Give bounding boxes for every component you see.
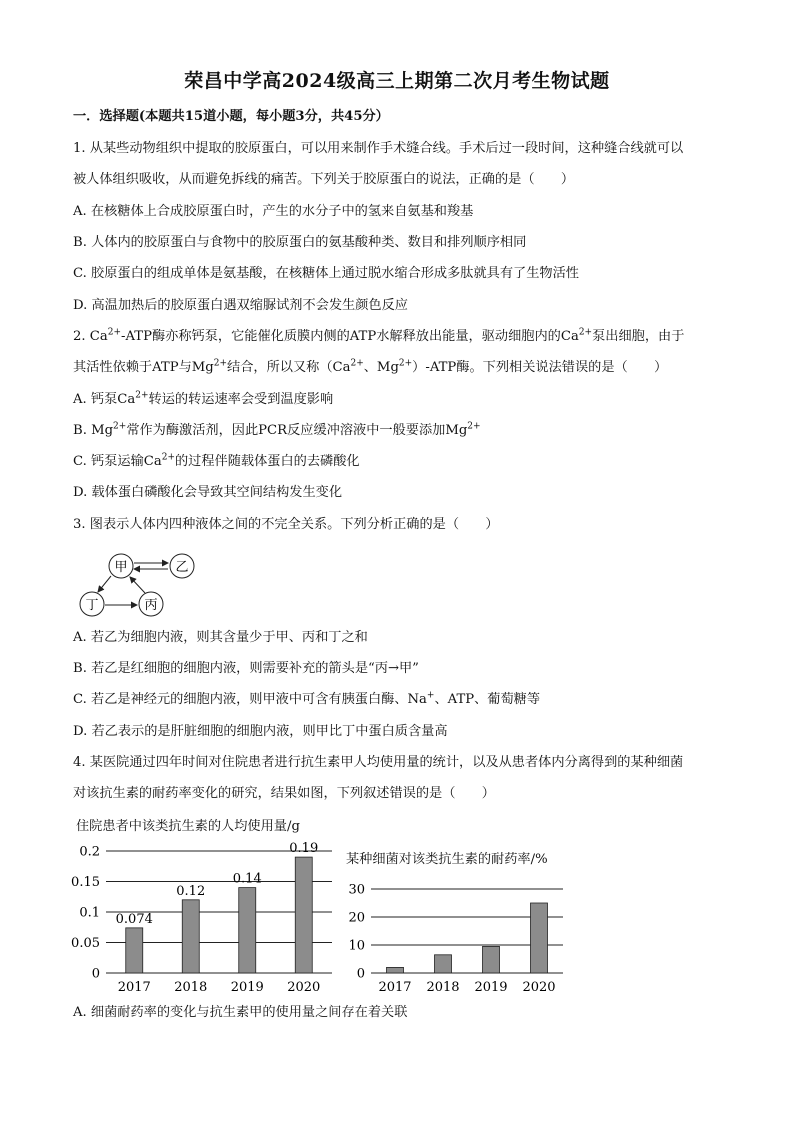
usage-chart-y-tick-label: 0	[91, 966, 100, 982]
svg-text:丙: 丙	[144, 598, 158, 613]
arrow-bing-to-jia	[130, 577, 145, 593]
usage-chart-y-tick-label: 0.05	[71, 936, 100, 951]
q2-stem-line2: 其活性依赖于ATP与$Mg^{2+}$结合，所以又称（$Ca^{2+}$、$Mg^{2+}$）-ATP酶。下列相关说法错误的是（ ）	[73, 358, 668, 375]
resistance-chart-x-tick-label: 2018	[426, 980, 460, 995]
q1-option-c: C. 胶原蛋白的组成单体是氨基酸，在核糖体上通过脱水缩合形成多肽就具有了生物活性	[73, 266, 579, 281]
q4-stem-line1: 4. 某医院通过四年时间对住院患者进行抗生素甲人均使用量的统计，以及从患者体内分离得到的某种细菌	[73, 755, 684, 770]
q4-option-a: A. 细菌耐药率的变化与抗生素甲的使用量之间存在着关联	[73, 1005, 408, 1020]
arrow-jia-to-ding	[98, 576, 111, 592]
q2-option-c: C. 钙泵运输$Ca^{2+}$的过程伴随载体蛋白的去磷酸化	[73, 452, 360, 469]
q3-stem: 3. 图表示人体内四种液体之间的不完全关系。下列分析正确的是（ ）	[73, 517, 499, 532]
q2-option-a: A. 钙泵$Ca^{2+}$转运的转运速率会受到温度影响	[73, 390, 334, 407]
resistance-bar-chart	[335, 870, 570, 1000]
q3-option-a: A. 若乙为细胞内液，则其含量少于甲、丙和丁之和	[73, 630, 368, 645]
resistance-chart-y-tick-label: 30	[348, 882, 365, 898]
q2-option-b: B. $Mg^{2+}$常作为酶激活剂，因此PCR反应缓冲溶液中一般要添加$Mg^{2+}$	[73, 421, 481, 438]
q3-option-b: B. 若乙是红细胞的细胞内液，则需要补充的箭头是“丙→甲”	[73, 661, 419, 676]
usage-chart-data-label: 0.12	[176, 883, 206, 899]
usage-chart-y-tick-label: 0.2	[79, 844, 100, 860]
resistance-chart-y-tick-label: 20	[348, 910, 365, 926]
q1-stem-line2: 被人体组织吸收，从而避免拆线的痛苦。下列关于胶原蛋白的说法，正确的是（ ）	[73, 172, 575, 187]
q2-stem-line1: 2. $Ca^{2+}$-ATP酶亦称钙泵，它能催化质膜内侧的ATP水解释放出能量，驱动细胞内的$Ca^{2+}$泵出细胞，由于	[73, 327, 685, 344]
resistance-chart-x-tick-label: 2017	[378, 980, 412, 995]
svg-text:乙: 乙	[175, 560, 189, 575]
page-title: 荣昌中学高2024级高三上期第二次月考生物试题	[184, 70, 610, 92]
chart2-title: 某种细菌对该类抗生素的耐药率/%	[346, 852, 548, 867]
resistance-chart-bar	[387, 967, 404, 973]
resistance-chart-bar	[483, 946, 500, 973]
resistance-chart-x-tick-label: 2019	[474, 980, 508, 995]
svg-text:丁: 丁	[85, 598, 99, 613]
usage-chart-data-label: 0.19	[289, 841, 319, 857]
q1-stem-line1: 1. 从某些动物组织中提取的胶原蛋白，可以用来制作手术缝合线。手术后过一段时间，这种缝合线就可以	[73, 141, 684, 156]
usage-chart-x-tick-label: 2020	[287, 980, 321, 995]
usage-chart-bar	[126, 928, 143, 973]
usage-chart-data-label: 0.074	[115, 911, 153, 927]
usage-bar-chart	[70, 835, 340, 1000]
node-bing	[139, 592, 163, 616]
resistance-chart-x-tick-label: 2020	[522, 980, 556, 995]
usage-chart-bar	[239, 888, 256, 973]
body-fluid-diagram	[74, 548, 204, 620]
usage-chart-y-tick-label: 0.15	[71, 875, 100, 890]
resistance-chart-y-tick-label: 10	[348, 938, 365, 954]
usage-chart-x-tick-label: 2019	[230, 980, 264, 995]
node-yi	[170, 554, 194, 578]
q3-option-d: D. 若乙表示的是肝脏细胞的细胞内液，则甲比丁中蛋白质含量高	[73, 724, 448, 739]
chart1-title: 住院患者中该类抗生素的人均使用量/g	[76, 819, 300, 834]
usage-chart-x-tick-label: 2018	[174, 980, 208, 995]
svg-text:甲: 甲	[114, 560, 128, 575]
resistance-chart-bar	[531, 903, 548, 973]
node-jia	[109, 554, 133, 578]
usage-chart-data-label: 0.14	[232, 871, 262, 887]
resistance-chart-bar	[435, 955, 452, 973]
q1-option-b: B. 人体内的胶原蛋白与食物中的胶原蛋白的氨基酸种类、数目和排列顺序相同	[73, 235, 527, 250]
usage-chart-bar	[182, 900, 199, 973]
resistance-chart-y-tick-label: 0	[356, 966, 365, 982]
q4-stem-line2: 对该抗生素的耐药率变化的研究，结果如图，下列叙述错误的是（ ）	[73, 786, 495, 801]
q3-option-c: C. 若乙是神经元的细胞内液，则甲液中可含有胰蛋白酶、Na+、ATP、葡萄糖等	[73, 690, 541, 707]
usage-chart-y-tick-label: 0.1	[79, 905, 100, 921]
q2-option-d: D. 载体蛋白磷酸化会导致其空间结构发生变化	[73, 485, 343, 500]
q1-option-a: A. 在核糖体上合成胶原蛋白时，产生的水分子中的氢来自氨基和羧基	[73, 204, 474, 219]
usage-chart-bar	[295, 857, 312, 973]
section-heading: 一．选择题(本题共15道小题，每小题3分，共45分）	[73, 109, 389, 124]
usage-chart-x-tick-label: 2017	[117, 980, 151, 995]
node-ding	[80, 592, 104, 616]
q1-option-d: D. 高温加热后的胶原蛋白遇双缩脲试剂不会发生颜色反应	[73, 298, 408, 313]
